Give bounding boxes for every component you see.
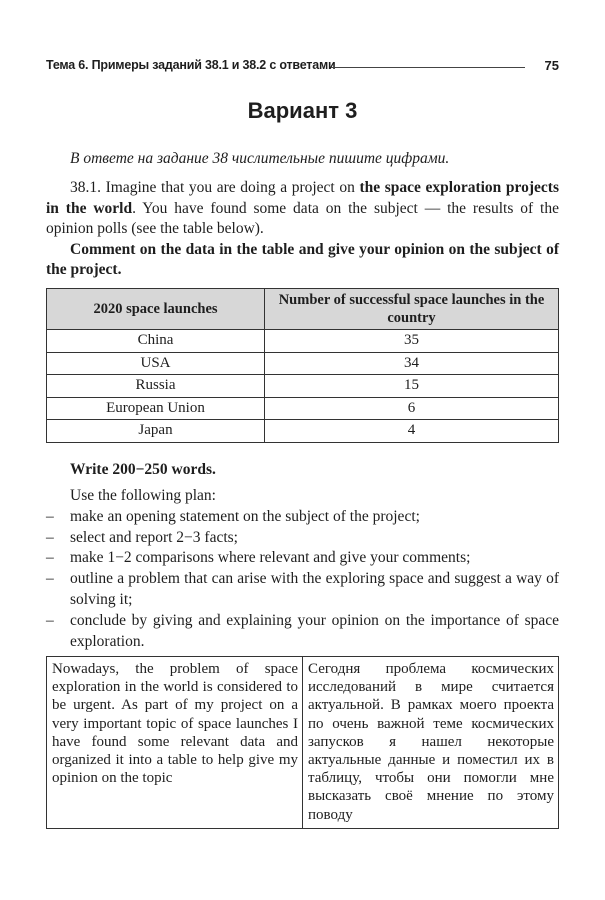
- column-header-year: 2020 space launches: [47, 289, 265, 330]
- answer-russian: Сегодня проблема космических исследований в мире считается актуальной. В рамках моего проекта по очень важной теме космических запусков я нашел некоторые актуальные данные и поместил их в таблицу, чтобы они помогли мне высказать своё мнение по этому поводу: [303, 657, 559, 829]
- numerals-instruction: В ответе на задание 38 числительные пишите цифрами.: [70, 150, 450, 167]
- task-intro-text: 38.1. Imagine that you are doing a project on: [70, 179, 360, 196]
- table-row: [47, 420, 559, 443]
- task-intro-continuation: . You have found some data on the subject — the results of the opinion polls (see the table below).: [46, 199, 559, 237]
- country-cell: European Union: [47, 397, 265, 420]
- plan-item: [46, 611, 559, 653]
- table-header-row: [47, 289, 559, 330]
- column-header-count: Number of successful space launches in the country: [265, 289, 559, 330]
- plan-item: [46, 548, 559, 569]
- essay-plan: [46, 486, 559, 652]
- table-row: [47, 657, 559, 829]
- dash-bullet: –: [46, 611, 54, 629]
- answer-english: Nowadays, the problem of space exploration in the world is considered to be urgent. As part of my project on a very important topic of space launches I have found some relevant data and organized it into a table to help give my opinion on the topic: [47, 657, 303, 829]
- table-row: [47, 352, 559, 375]
- launch-count-cell: 4: [265, 420, 559, 443]
- dash-bullet: –: [46, 549, 54, 567]
- dash-bullet: –: [46, 528, 54, 546]
- variant-title: Вариант 3: [247, 98, 358, 123]
- page-number: 75: [544, 58, 559, 73]
- plan-item-text: make 1−2 comparisons where relevant and give your comments;: [70, 549, 471, 567]
- country-cell: Russia: [47, 375, 265, 398]
- plan-item-text: select and report 2−3 facts;: [70, 528, 238, 546]
- launch-count-cell: 34: [265, 352, 559, 375]
- task-description: [46, 178, 559, 281]
- dash-bullet: –: [46, 570, 54, 588]
- country-cell: China: [47, 330, 265, 353]
- plan-item: [46, 569, 559, 611]
- plan-intro: Use the following plan:: [70, 487, 216, 504]
- launch-count-cell: 35: [265, 330, 559, 353]
- chapter-title: Тема 6. Примеры заданий 38.1 и 38.2 с ответами: [46, 58, 336, 72]
- country-cell: Japan: [47, 420, 265, 443]
- plan-list: [46, 507, 559, 653]
- country-cell: USA: [47, 352, 265, 375]
- plan-item: [46, 507, 559, 528]
- running-header: [46, 58, 559, 76]
- plan-item-text: make an opening statement on the subject of the project;: [70, 507, 420, 525]
- project-topic: the space exploration projects in the world: [46, 179, 559, 217]
- table-row: [47, 397, 559, 420]
- word-count-instruction: Write 200−250 words.: [70, 461, 216, 478]
- plan-item-text: outline a problem that can arise with the exploring space and suggest a way of solving it;: [70, 570, 559, 608]
- plan-item: [46, 528, 559, 549]
- dash-bullet: –: [46, 507, 54, 525]
- launch-count-cell: 6: [265, 397, 559, 420]
- header-rule: [331, 67, 525, 68]
- launch-count-cell: 15: [265, 375, 559, 398]
- comment-prompt: [46, 240, 559, 281]
- table-row: [47, 330, 559, 353]
- comment-prompt-text: Comment on the data in the table and give your opinion on the subject of the project.: [46, 240, 559, 278]
- sample-answer-table: [46, 656, 559, 829]
- table-row: [47, 375, 559, 398]
- task-intro: [46, 178, 559, 240]
- plan-item-text: conclude by giving and explaining your opinion on the importance of space exploration.: [70, 611, 559, 650]
- launch-data-table: [46, 288, 559, 443]
